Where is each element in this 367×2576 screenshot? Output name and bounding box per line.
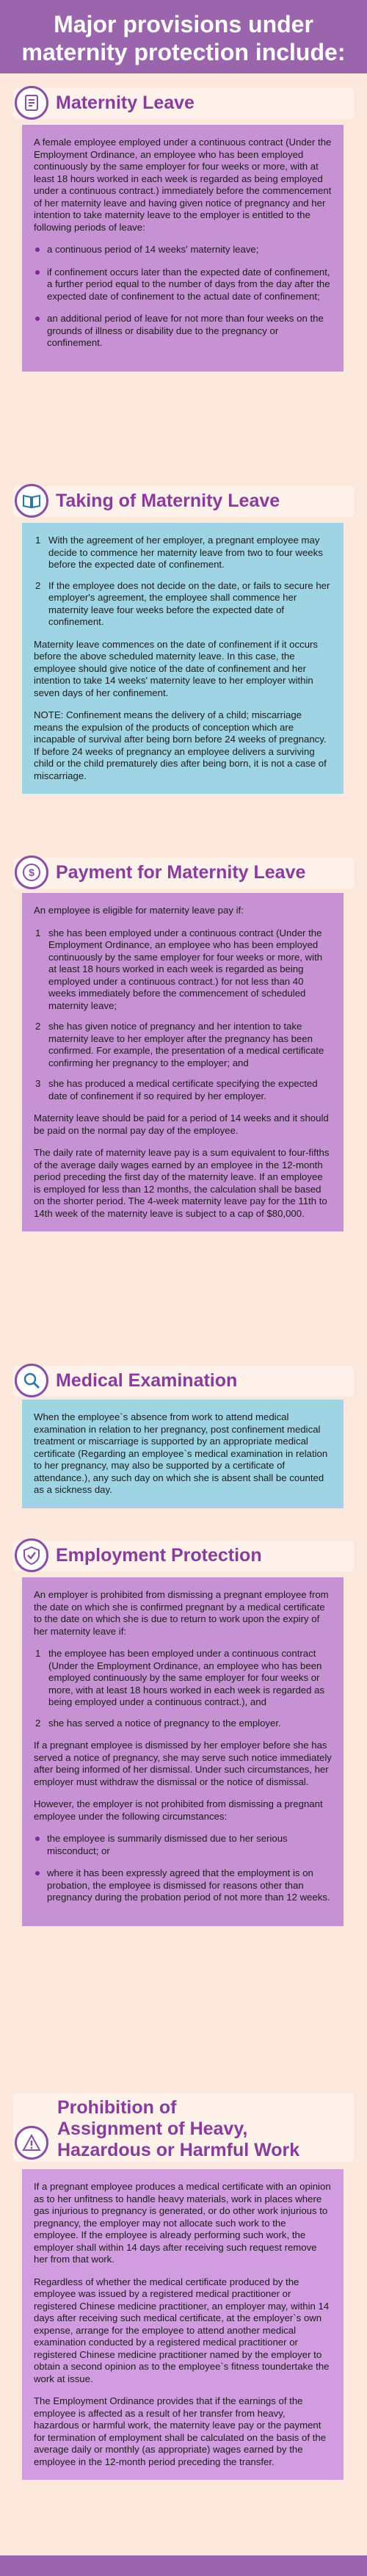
list-item: the employee is summarily dismissed due to her serious misconduct; or bbox=[34, 1833, 332, 1857]
paragraph: An employer is prohibited from dismissing a pregnant employee from the date on which she is confirmed pregnant by a medical certificate to the date on which she is due to return to work upon the expiry of her maternity leave if: bbox=[34, 1589, 329, 1637]
list-item: if confinement occurs later than the expected date of confinement, a further period equal to the number of days from the day after the expected date of confinement to the actual date of confinement; bbox=[34, 267, 332, 303]
section-title: Prohibition of Assignment of Heavy, Hazardous or Harmful Work bbox=[57, 2097, 300, 2160]
paragraph: However, the employer is not prohibited from dismissing a pregnant employee under the following circumstances: bbox=[34, 1798, 323, 1822]
paragraph: If a pregnant employee is dismissed by her employer before she has served a notice of pregnancy, she may serve such notice immediately after being informed of her dismissal. Under such circumstances, her employer must withdraw the dismissal or the notice of dismissal. bbox=[34, 1740, 332, 1787]
bullet-list bbox=[34, 1833, 332, 1904]
list-item: 2 she has given notice of pregnancy and her intention to take maternity leave to her employer after the pregnancy has been confirmed. For example, the presentation of a medical certificate confirming her pregnancy to the employer; and bbox=[35, 1021, 324, 1068]
document-list-icon bbox=[15, 86, 48, 120]
numbered-list bbox=[34, 535, 332, 629]
protection-panel bbox=[22, 1577, 344, 1926]
medical-panel bbox=[22, 1400, 344, 1508]
paragraph: Maternity leave should be paid for a period of 14 weeks and it should be paid on the normal pay day of the employee. bbox=[34, 1112, 329, 1136]
paragraph: A female employee employed under a continuous contract (Under the Employment Ordinance, an employee who has been employed continuously by the same employer for four weeks or more, with at least 18 hours worked in each week is regarded as being employed under a continuous contract.) immediately before the commencement of her maternity leave and having given notice of pregnancy and her intention to take maternity leave to the employer is entitled to the following periods of leave: bbox=[34, 137, 332, 233]
numbered-list bbox=[34, 1648, 332, 1729]
payment-panel bbox=[22, 893, 344, 1231]
section-header-payment bbox=[15, 855, 305, 890]
paragraph: An employee is eligible for maternity leave pay if: bbox=[34, 905, 244, 916]
magnifier-icon bbox=[15, 1364, 48, 1397]
list-item: 1 the employee has been employed under a continuous contract (Under the Employment Ordinance, an employee who has been employed continuously by the same employer for four weeks or more, with at least 18 hours worked in each week is regarded as being employed under a continuous contract.), and bbox=[35, 1648, 325, 1707]
list-item: an additional period of leave for not more than four weeks on the grounds of illness or disability due to the pregnancy or confinement. bbox=[34, 313, 332, 350]
footer-bar bbox=[0, 2555, 367, 2576]
list-item: where it has been expressly agreed that the employment is on probation, the employee is dismissed for reasons other than pregnancy during the probation period of not more than 12 weeks. bbox=[34, 1867, 332, 1904]
paragraph: Maternity leave commences on the date of confinement if it occurs before the above scheduled maternity leave. In this case, the employee should give notice of the date of confinement and her intention to take 14 weeks' maternity leave to her employer within seven days of her confinement. bbox=[34, 638, 319, 698]
section-title: Taking of Maternity Leave bbox=[56, 490, 280, 511]
maternity-leave-panel bbox=[22, 125, 344, 372]
list-item: 1 With the agreement of her employer, a pregnant employee may decide to commence her maternity leave from two to four weeks before the expected date of confinement. bbox=[35, 535, 323, 570]
open-book-icon bbox=[15, 484, 48, 518]
list-item: 2 If the employee does not decide on the date, or fails to secure her employer's agreement, the employee shall commence her maternity leave four weeks before the expected date of confinement. bbox=[35, 579, 330, 627]
taking-leave-panel bbox=[22, 523, 344, 794]
bullet-list bbox=[34, 244, 332, 350]
section-header-protection bbox=[15, 1538, 262, 1573]
list-item: a continuous period of 14 weeks' maternity leave; bbox=[34, 244, 332, 256]
section-header-maternity-leave bbox=[15, 85, 195, 120]
list-item: 1 she has been employed under a continuous contract (Under the Employment Ordinance, an employee who has been employed continuously by the same employer for four weeks or more, with at least 18 hours worked in each week is regarded as being employed under a continuous contract.) for not less than 40 weeks immediately before the commencement of scheduled maternity leave; bbox=[35, 927, 323, 1011]
paragraph: Regardless of whether the medical certificate produced by the employee was issued by a registered medical practitioner or registered Chinese medicine practitioner, an employer may, within 14 days after receiving such medical certificate, at the employer`s own expense, arrange for the employee to attend another medical examination conducted by a registered medical practitioner or registered Chinese medicine practitioner named by the employer to obtain a second opinion as to the employee`s fitness toundertake the work at issue. bbox=[34, 2276, 330, 2384]
numbered-list bbox=[34, 927, 332, 1103]
prohibition-title-block bbox=[44, 2097, 338, 2161]
list-item: 3 she has produced a medical certificate specifying the expected date of confinement if so required by her employer. bbox=[35, 1078, 318, 1101]
section-title: Maternity Leave bbox=[56, 92, 195, 113]
section-title: Employment Protection bbox=[56, 1544, 262, 1566]
svg-text:$: $ bbox=[29, 866, 34, 878]
paragraph: The Employment Ordinance provides that if the earnings of the employee is affected as a result of her transfer from heavy, hazardous or harmful work, the maternity leave pay or the payment for termination of employment shall be calculated on the basis of the average daily or monthly (as appropriate) wages earned by the employee in the 12-month period preceding the transfer. bbox=[34, 2395, 327, 2467]
check-shield-icon bbox=[15, 1538, 48, 1572]
page-title: Major provisions under maternity protection include: bbox=[21, 11, 346, 65]
dollar-coin-icon bbox=[15, 855, 48, 889]
section-header-taking-leave bbox=[15, 483, 280, 518]
paragraph: The daily rate of maternity leave pay is a sum equivalent to four-fifths of the average daily wages earned by an employee in the 12-month period preceding the first day of the maternity leave. If an employee is employed for less than 12 months, the calculation shall be based on the shorter period. The 4-week maternity leave pay for the 11th to 14th week of the maternity leave is subject to a cap of $80,000. bbox=[34, 1147, 330, 1219]
paragraph: If a pregnant employee produces a medical certificate with an opinion as to her unfitness to handle heavy materials, work in places where gas injurious to pregnancy is generated, or do other work injurious to pregnancy, the employer may not allocate such work to the employee. If the employee is already performing such work, the employer shall within 14 days after receiving such request remove her from that work. bbox=[34, 2181, 331, 2265]
paragraph: When the employee`s absence from work to attend medical examination in relation to her pregnancy, post confinement medical treatment or miscarriage is supported by an appropriate medical certificate (Regarding an employee`s medical examination in relation to her pregnancy, may also be supported by a certificate of attendance.), any such day on which she is absent shall be counted as a sickness day. bbox=[34, 1411, 328, 1495]
section-title: Payment for Maternity Leave bbox=[56, 861, 306, 883]
page-header bbox=[0, 0, 367, 73]
list-item: 2 she has served a notice of pregnancy to the employer. bbox=[35, 1717, 281, 1729]
note-paragraph: NOTE: Confinement means the delivery of a child; miscarriage means the expulsion of the products of conception which are incapable of survival after being born before 24 weeks of pregnancy. If before 24 weeks of pregnancy an employee delivers a surviving child or the child prematurely dies after being born, it is not a case of miscarriage. bbox=[34, 709, 327, 781]
section-title: Medical Examination bbox=[56, 1370, 238, 1391]
section-header-medical bbox=[15, 1363, 237, 1398]
prohibition-panel bbox=[22, 2169, 344, 2480]
